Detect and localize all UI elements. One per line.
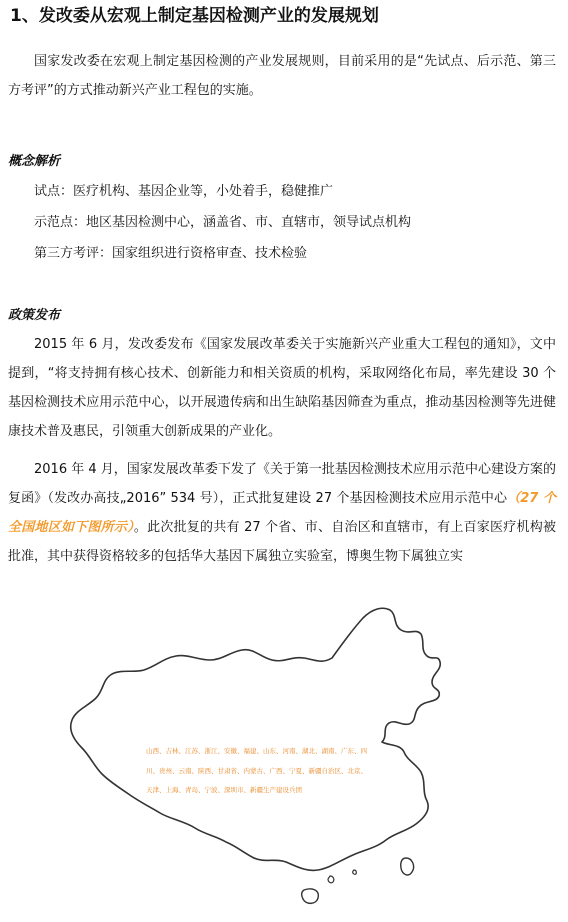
map-reference-note: （27 个全国地区如下图所示） — [8, 491, 556, 535]
page-title: 1、发改委从宏观上制定基因检测产业的发展规划 — [10, 6, 379, 26]
policy-section-title: 政策发布 — [8, 308, 61, 323]
china-map-figure — [60, 600, 540, 918]
concept-item-demo: 示范点：地区基因检测中心，涵盖省、市、直辖市，领导试点机构 — [34, 215, 412, 230]
concept-item-pilot: 试点：医疗机构、基因企业等，小处着手，稳健推广 — [34, 184, 334, 199]
intro-paragraph: 国家发改委在宏观上制定基因检测的产业发展规则，目前采用的是“先试点、后示范、第三方考评”的方式推动新兴产业工程包的实施。 — [8, 54, 556, 98]
demo-center-regions-list: 山西、吉林、江苏、浙江、安徽、福建、山东、河南、湖北、湖南、广东、四川、贵州、云南、陕西、甘肃省、内蒙古、广西、宁夏、新疆自治区、北京、天津、上海、青岛、宁波、深圳市、新疆生产建设兵团 — [146, 747, 367, 794]
policy-paragraph-2015: 2015 年 6 月，发改委发布《国家发展改革委关于实施新兴产业重大工程包的通知》，文中提到，“将支持拥有核心技术、创新能力和相关资质的机构，采取网络化布局，率先建设 30 个基因检测技术应用示范中心，以开展遗传病和出生缺陷基因筛查为重点，推动基因检测等先进健康技术普及惠民，引领重大创新成果的产业化。 — [8, 337, 556, 439]
policy-paragraph-2016-start: 2016 年 4 月，国家发展改革委下发了《关于第一批基因检测技术应用示范中心建设方案的复函》（发改办高技„2016” 534 号），正式批复建设 27 个基因检测技术应用示范中心 — [8, 462, 556, 506]
policy-paragraph-2016 — [8, 455, 556, 571]
concept-item-third-party: 第三方考评：国家组织进行资格审查、技术检验 — [34, 246, 308, 261]
concept-section-title: 概念解析 — [8, 154, 61, 169]
policy-paragraph-2016-end: 。此次批复的共有 27 个省、市、自治区和直辖市，有上百家医疗机构被批准，其中获得资格较多的包括华大基因下属独立实验室，博奥生物下属独立实 — [8, 520, 556, 564]
